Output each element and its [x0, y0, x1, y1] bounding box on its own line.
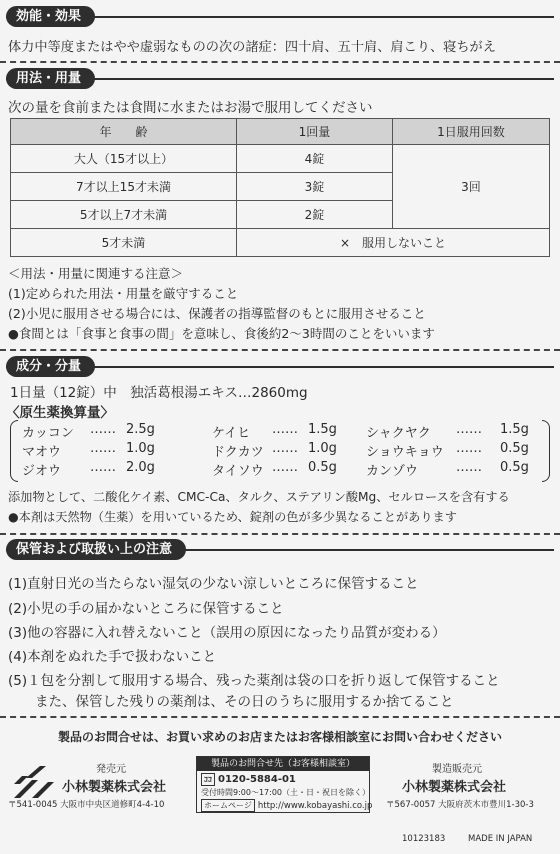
inquiry-line: 製品のお問合せは、お買い求めのお店またはお客様相談室にお問い合わせください	[57, 730, 502, 744]
storage-item: (2)小児の手の届かないところに保管すること	[8, 601, 284, 617]
crude-name: シャクヤク	[366, 426, 431, 441]
origin-label: MADE IN JAPAN	[468, 834, 533, 844]
phone-line	[201, 773, 296, 786]
crude-name: カンゾウ	[366, 464, 419, 479]
dosage-intro: 次の量を食前または食間に水またはお湯で服用してください	[8, 100, 373, 116]
crude-dots: ……	[456, 422, 482, 437]
crude-name: ドクカツ	[212, 445, 264, 460]
storage-item: (3)他の容器に入れ替えないこと（誤用の原因になったり品質が変わる）	[8, 625, 446, 641]
ingredients-daily-amount: 1日量（12錠）中 独活葛根湯エキス…2860mg	[10, 385, 308, 401]
crude-dots: ……	[90, 460, 116, 475]
table-header-age: 年 齢	[11, 119, 237, 145]
maker-label: 製造販売元	[432, 764, 482, 775]
list-item	[10, 460, 550, 480]
divider	[0, 61, 560, 63]
maker-address: 〒567-0057 大阪府茨木市豊川1-30-3	[386, 800, 534, 810]
table-cell-dose: 3錠	[237, 173, 393, 201]
crude-dots: ……	[90, 422, 116, 437]
crude-name: タイソウ	[212, 464, 264, 479]
maker-name: 小林製薬株式会社	[402, 780, 507, 795]
table-cell-age: 7才以上15才未満	[11, 173, 237, 201]
crude-amount: 1.5g	[308, 422, 337, 437]
crude-amount: 0.5g	[308, 460, 337, 475]
crude-amount: 0.5g	[500, 460, 529, 475]
table-cell-dose: 4錠	[237, 145, 393, 173]
storage-item: (5)１包を分割して服用する場合、残った薬剤は袋の口を折り返して保管すること	[8, 673, 500, 689]
crude-amount: 2.0g	[126, 460, 155, 475]
crude-dots: ……	[456, 441, 482, 456]
crude-amount: 1.5g	[500, 422, 529, 437]
dosage-note: (1)定められた用法・用量を厳守すること	[8, 286, 239, 301]
table-cell-dose: 2錠	[237, 201, 393, 229]
crude-name: マオウ	[22, 445, 62, 460]
table-row	[11, 145, 550, 173]
ingredients-natural-note: ●本剤は天然物（生薬）を用いているため、錠剤の色が多少異なることがあります	[8, 510, 457, 524]
crude-dots: ……	[90, 441, 116, 456]
table-cell-not-allowed: × 服用しないこと	[237, 229, 550, 257]
crude-amount: 1.0g	[126, 441, 155, 456]
product-code: 10123183	[402, 834, 446, 844]
divider	[0, 349, 560, 351]
table-cell-age: 5才未満	[11, 229, 237, 257]
crude-amount: 1.0g	[308, 441, 337, 456]
ingredients-heading: 成分・分量	[6, 356, 95, 377]
storage-item: (4)本剤をぬれた手で扱わないこと	[8, 649, 217, 665]
table-cell-age: 5才以上7才未満	[11, 201, 237, 229]
dosage-note: (2)小児に服用させる場合には、保護者の指導監督のもとに服用させること	[8, 306, 426, 321]
efficacy-heading: 効能・効果	[6, 6, 95, 27]
homepage-url[interactable]: http://www.kobayashi.co.jp	[257, 801, 373, 811]
seller-name: 小林製薬株式会社	[62, 780, 167, 795]
inquiry-box-title: 製品のお問合せ先（お客様相談室）	[197, 757, 369, 771]
divider	[0, 533, 560, 535]
dosage-note: ●食間とは「食事と食事の間」を意味し、食後約2～3時間のことをいいます	[8, 326, 435, 341]
table-cell-age: 大人（15才以上）	[11, 145, 237, 173]
crude-dots: ……	[456, 460, 482, 475]
efficacy-text: 体力中等度またはやや虚弱なものの次の諸症：四十肩、五十肩、肩こり、寝ちがえ	[8, 40, 496, 55]
phone-number: 0120-5884-01	[218, 774, 296, 785]
seller-address: 〒541-0045 大阪市中央区道修町4-4-10	[8, 800, 165, 810]
crude-name: ケイヒ	[212, 426, 251, 441]
homepage-label: ホームページ	[201, 799, 255, 812]
dosage-notes-title: ＜用法・用量に関連する注意＞	[8, 266, 184, 281]
ingredients-additives: 添加物として、二酸化ケイ素、CMC-Ca、タルク、ステアリン酸Mg、セルロースを含有する	[8, 490, 510, 504]
crude-amount: 2.5g	[126, 422, 155, 437]
list-item	[10, 422, 550, 442]
storage-item: (1)直射日光の当たらない湿気の少ない涼しいところに保管すること	[8, 576, 419, 592]
crude-drug-list	[10, 420, 550, 482]
table-row	[11, 229, 550, 257]
dosage-heading: 用法・用量	[6, 68, 95, 89]
table-header-dose: 1回量	[237, 119, 393, 145]
dosage-table	[10, 118, 550, 257]
homepage-line	[201, 799, 372, 812]
storage-heading: 保管および取扱い上の注意	[6, 539, 186, 560]
company-logo-icon	[10, 764, 58, 802]
crude-name: カッコン	[22, 426, 74, 441]
hours-text: 受付時間9:00～17:00（土・日・祝日を除く）	[201, 788, 371, 797]
crude-dots: ……	[272, 441, 298, 456]
seller-label: 発売元	[96, 764, 126, 775]
crude-dots: ……	[272, 422, 298, 437]
crude-name: ショウキョウ	[366, 445, 444, 460]
inquiry-box	[196, 756, 373, 813]
ingredients-crude-title: 〈原生薬換算量〉	[6, 405, 114, 421]
crude-amount: 0.5g	[500, 441, 529, 456]
table-cell-times: 3回	[393, 145, 550, 229]
list-item	[10, 441, 550, 461]
freephone-icon: ｺｺ	[201, 773, 215, 786]
storage-item: また、保管した残りの薬剤は、その日のうちに服用するか捨てること	[8, 694, 454, 710]
divider	[0, 716, 560, 718]
crude-name: ジオウ	[22, 464, 62, 479]
table-header-times: 1日服用回数	[393, 119, 550, 145]
crude-dots: ……	[272, 460, 298, 475]
